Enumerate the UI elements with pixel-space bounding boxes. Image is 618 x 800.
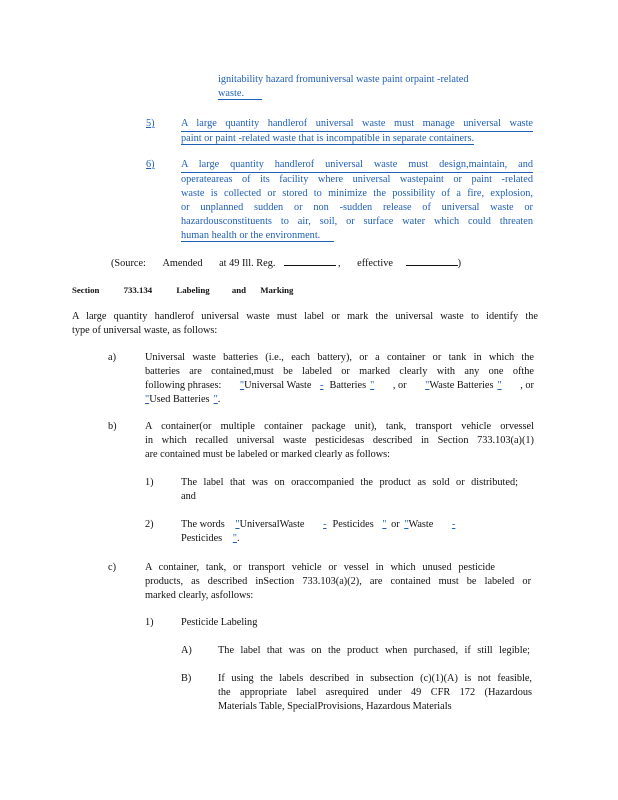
item-c1b-letter: B)	[181, 673, 192, 684]
source-close: )	[457, 258, 461, 269]
item-c-line-2: products, as described inSection 733.103(a)(2), are contained must be labeled or	[145, 576, 531, 587]
item-a-letter: a)	[108, 352, 116, 363]
source-open: (Source:	[111, 258, 146, 269]
section-number: 733.134	[123, 285, 153, 295]
item-a-body	[145, 351, 534, 407]
source-at: at 49 Ill. Reg.	[219, 258, 276, 269]
section-label: Section	[72, 285, 100, 295]
item-c-line-1: A container, tank, or transport vehicle or vessel in which unused pesticide	[145, 562, 495, 573]
item-a-or-1: , or	[392, 380, 407, 391]
item-6-line-2: operateareas of its facility where universal wastepaint or paint -related	[181, 174, 533, 185]
section-title-2: and	[231, 285, 247, 295]
item-c1b-body	[218, 672, 532, 714]
item-b-line-1: A container(or multiple container package unit), tank, transport vehicle orvessel	[145, 421, 534, 432]
item-6-line-5: hazardousconstituents to air, soil, or surface water which could threaten	[181, 216, 533, 227]
item-6-line-1: A large quantity handlerof universal waste must design,maintain, and	[181, 158, 533, 173]
item-b1-number: 1)	[145, 477, 154, 488]
item-b1-line-2: and	[181, 491, 196, 502]
item-c1b-line-3: Materials Table, SpecialProvisions, Hazardous Materials	[218, 701, 452, 712]
effective-blank	[406, 257, 458, 266]
item-b2-line-1: The words "UniversalWaste - Pesticides " or "Waste -	[181, 519, 456, 530]
continuation-text-2: waste.	[218, 88, 262, 100]
item-c1b-line-1: If using the labels described in subsection (c)(1)(A) is not feasible,	[218, 673, 532, 684]
item-c-body	[145, 561, 531, 603]
item-c1b-line-2: the appropriate label asrequired under 49 CFR 172 (Hazardous	[218, 687, 532, 698]
source-effective: effective	[357, 258, 393, 269]
item-6-line-6-wrap	[181, 229, 533, 243]
item-a-phrase-2: "Waste Batteries "	[425, 380, 502, 391]
intro-line-2: type of universal waste, as follows:	[72, 325, 218, 336]
intro-paragraph	[72, 310, 538, 338]
reg-blank	[284, 257, 336, 266]
item-b2-number: 2)	[145, 519, 154, 530]
source-line: (Source: Amended at 49 Ill. Reg. , effective )	[111, 258, 461, 269]
item-b2-line-2: Pesticides ".	[181, 533, 240, 544]
item-6-number: 6)	[146, 159, 155, 170]
item-c1a-line-1: The label that was on the product when purchased, if still legible;	[218, 645, 530, 656]
intro-line-1: A large quantity handlerof universal waste must label or mark the universal waste to identify the	[72, 311, 538, 322]
item-b2-body	[181, 518, 501, 546]
item-6-body	[181, 158, 533, 243]
item-a-line-2: batteries are contained,must be labeled or marked clearly with any one ofthe	[145, 366, 534, 377]
item-6-line-4: or unplanned sudden or non -sudden release of universal waste or	[181, 202, 533, 213]
item-b1-body	[181, 476, 518, 504]
item-a-or-2: , or	[520, 380, 534, 391]
item-5-line-1: A large quantity handlerof universal waste must manage universal waste	[181, 117, 533, 132]
continuation-line-1	[218, 73, 468, 87]
item-a-phrase-3: Used Batteries	[149, 394, 210, 405]
item-6-line-6: human health or the environment.	[181, 230, 334, 242]
section-title-3: Marking	[260, 285, 294, 295]
source-amended: Amended	[162, 258, 203, 269]
item-c1a-body	[218, 644, 530, 658]
item-c1-number: 1)	[145, 617, 154, 628]
item-5-number: 5)	[146, 118, 155, 129]
item-c-letter: c)	[108, 562, 116, 573]
item-a-line-3	[145, 379, 534, 393]
item-6-line-3: waste is collected or stored to minimize the possibility of a fire, explosion,	[181, 188, 533, 199]
item-c-line-3: marked clearly, asfollows:	[145, 590, 254, 601]
item-c1a-letter: A)	[181, 645, 192, 656]
item-5-line-2: paint or paint -related waste that is incompatible in separate containers.	[181, 133, 475, 144]
item-a-line-1: Universal waste batteries (i.e., each battery), or a container or tank in which the	[145, 352, 534, 363]
item-b-line-3: are contained must be labeled or marked clearly as follows:	[145, 449, 391, 460]
continuation-text-1: ignitability hazard fromuniversal waste paint orpaint -related	[218, 74, 469, 85]
item-5-body	[181, 117, 533, 146]
item-a-phrase-1: "Universal Waste - Batteries "	[239, 380, 375, 391]
continuation-line-2	[218, 87, 262, 101]
item-b-body	[145, 420, 534, 462]
item-b-letter: b)	[108, 421, 117, 432]
item-b1-line-1: The label that was on oraccompanied the product as sold or distributed;	[181, 477, 518, 488]
section-title-1: Labeling	[176, 285, 210, 295]
item-5-line-2-wrap	[181, 132, 533, 146]
item-b-line-2: in which recalled universal waste pesticidesas described in Section 733.103(a)(1)	[145, 435, 534, 446]
item-a-line-4: "Used Batteries ".	[145, 394, 221, 405]
item-a-phrases-label: following phrases:	[145, 380, 222, 391]
item-c1-title: Pesticide Labeling	[181, 617, 258, 628]
section-heading	[72, 283, 293, 297]
